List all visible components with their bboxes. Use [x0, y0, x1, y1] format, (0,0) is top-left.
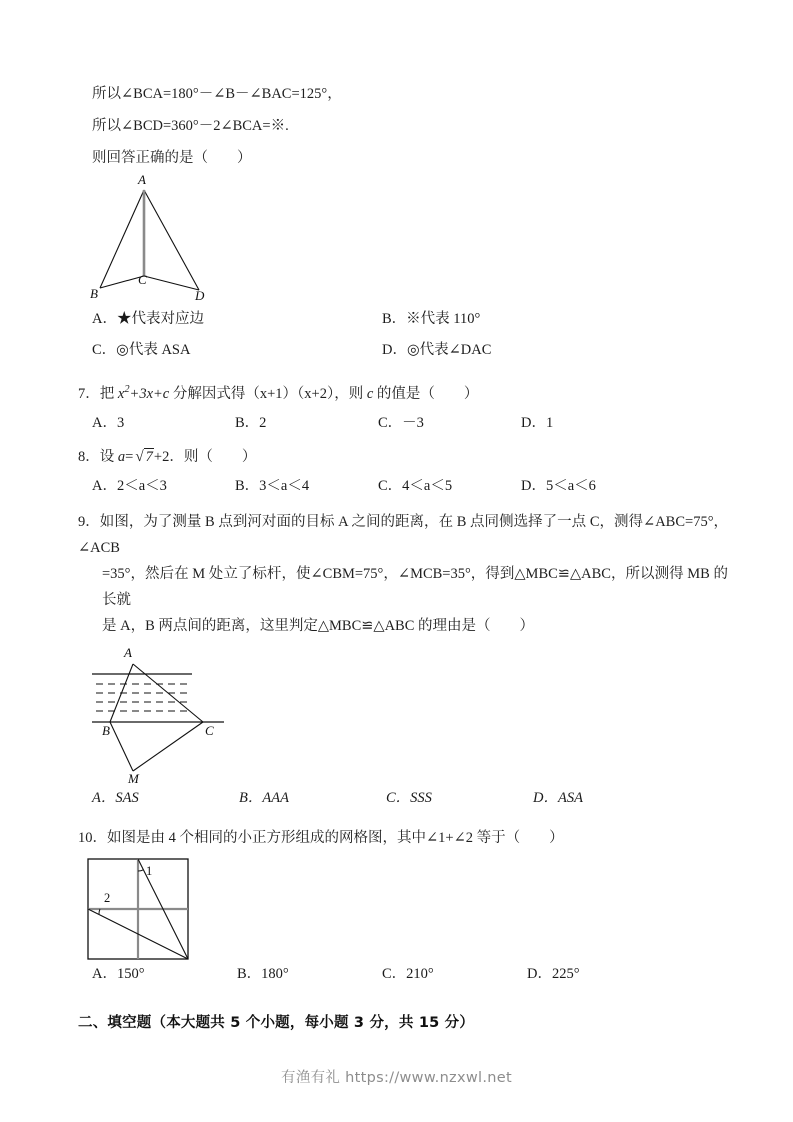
watermark: 有渔有礼 https://www.nzxwl.net — [281, 1070, 512, 1086]
q8-stem-pre: 设 — [99, 448, 118, 465]
q8-option-d[interactable]: D．5＜a＜6 — [521, 477, 596, 494]
q7-stem-mid: 分解因式得（x+1）（x+2），则 — [169, 385, 367, 402]
q9-point-label-b: B — [102, 722, 110, 738]
q9-point-label-c: C — [205, 722, 214, 738]
q8-option-a[interactable]: A．2＜a＜3 — [92, 477, 167, 494]
q10-figure-grid — [84, 855, 728, 967]
q10-number: 10． — [78, 829, 107, 846]
q7-number: 7． — [78, 385, 100, 402]
q8-number: 8． — [78, 448, 100, 465]
q9-figure-svg — [84, 643, 334, 793]
q7-options — [78, 412, 728, 434]
q9-point-label-m: M — [128, 770, 139, 786]
q6-options-row-1 — [78, 308, 728, 330]
q8-radicand: 7 — [145, 448, 153, 465]
q10-option-c[interactable]: C．210° — [382, 965, 434, 982]
q6-figure-triangle-abcd — [78, 172, 728, 304]
q8-stem — [78, 446, 728, 468]
q7-option-a[interactable]: A．3 — [92, 414, 125, 431]
q10-option-d[interactable]: D．225° — [527, 965, 580, 982]
q9-stem — [78, 509, 728, 639]
radical-sign-icon: √ — [135, 447, 144, 465]
q9-point-label-a: A — [124, 644, 132, 660]
q7-variable: c — [366, 385, 374, 402]
q8-equals: = — [125, 448, 134, 465]
q7-expression: $x^2+3x+c$ — [117, 384, 170, 402]
q6-point-label-c: C — [138, 272, 147, 287]
q10-figure-svg — [84, 855, 284, 967]
q9-stem-line-3: 是 A，B 两点间的距离，这里判定△MBC≌△ABC 的理由是（ ） — [102, 617, 535, 634]
q8-options — [78, 475, 728, 497]
q9-number: 9． — [78, 513, 100, 530]
q10-stem — [78, 827, 728, 849]
q6-solution-line-1: 所以∠BCA=180°－∠B－∠BAC=125°， — [92, 86, 342, 102]
q6-solution-line-2: 所以∠BCD=360°－2∠BCA=※. — [92, 118, 289, 134]
q9-option-a[interactable]: A．SAS — [92, 789, 139, 806]
q7-stem — [78, 379, 728, 405]
q7-option-b[interactable]: B．2 — [235, 414, 267, 431]
q6-solution-line-3: 则回答正确的是（ ） — [92, 150, 252, 166]
q8-option-b[interactable]: B．3＜a＜4 — [235, 477, 310, 494]
q8-stem-post: +2．则（ ） — [153, 448, 257, 465]
q9-option-c[interactable]: C．SSS — [386, 789, 432, 806]
q8-option-c[interactable]: C．4＜a＜5 — [378, 477, 453, 494]
q6-options-row-2 — [78, 339, 728, 361]
q6-option-a[interactable]: A．★代表对应边 — [92, 311, 204, 327]
q7-stem-post: 的值是（ ） — [373, 385, 479, 402]
q9-option-b[interactable]: B．AAA — [239, 789, 289, 806]
q10-option-b[interactable]: B．180° — [237, 965, 289, 982]
q6-option-d[interactable]: D．◎代表∠DAC — [382, 342, 492, 358]
q7-option-d[interactable]: D．1 — [521, 414, 554, 431]
q7-stem-pre: 把 — [99, 385, 118, 402]
q9-text-1: 如图，为了测量 B 点到河对面的目标 A 之间的距离，在 B 点同侧选择了一点 C，测得∠ABC=75°，∠ACB — [78, 513, 729, 556]
q6-option-b[interactable]: B．※代表 110° — [382, 311, 481, 327]
q7-option-c[interactable]: C．－3 — [378, 414, 424, 431]
q6-option-c[interactable]: C．◎代表 ASA — [92, 342, 191, 358]
q6-figure-svg — [78, 176, 308, 304]
q9-stem-line-2: =35°，然后在 M 处立了标杆，使∠CBM=75°，∠MCB=35°，得到△MBC≌△ABC，所以测得 MB 的长就 — [102, 565, 728, 608]
q9-figure-river-triangles — [84, 643, 728, 793]
q10-angle-label-2: 2 — [104, 890, 111, 905]
q10-angle-label-1: 1 — [146, 863, 153, 878]
q8-variable: a — [117, 448, 126, 465]
q10-option-a[interactable]: A．150° — [92, 965, 145, 982]
q9-option-d[interactable]: D．ASA — [533, 789, 583, 806]
q6-point-label-d: D — [195, 288, 205, 303]
section-2-heading: 二、填空题（本大题共 5 个小题，每小题 3 分，共 15 分） — [78, 1014, 475, 1031]
q8-square-root — [133, 446, 154, 468]
q9-stem-line-1 — [78, 509, 728, 561]
q10-stem-text: 如图是由 4 个相同的小正方形组成的网格图，其中∠1+∠2 等于（ ） — [107, 829, 564, 846]
q6-point-label-a: A — [138, 172, 146, 187]
q6-point-label-b: B — [90, 286, 98, 301]
page-content — [78, 84, 728, 1032]
